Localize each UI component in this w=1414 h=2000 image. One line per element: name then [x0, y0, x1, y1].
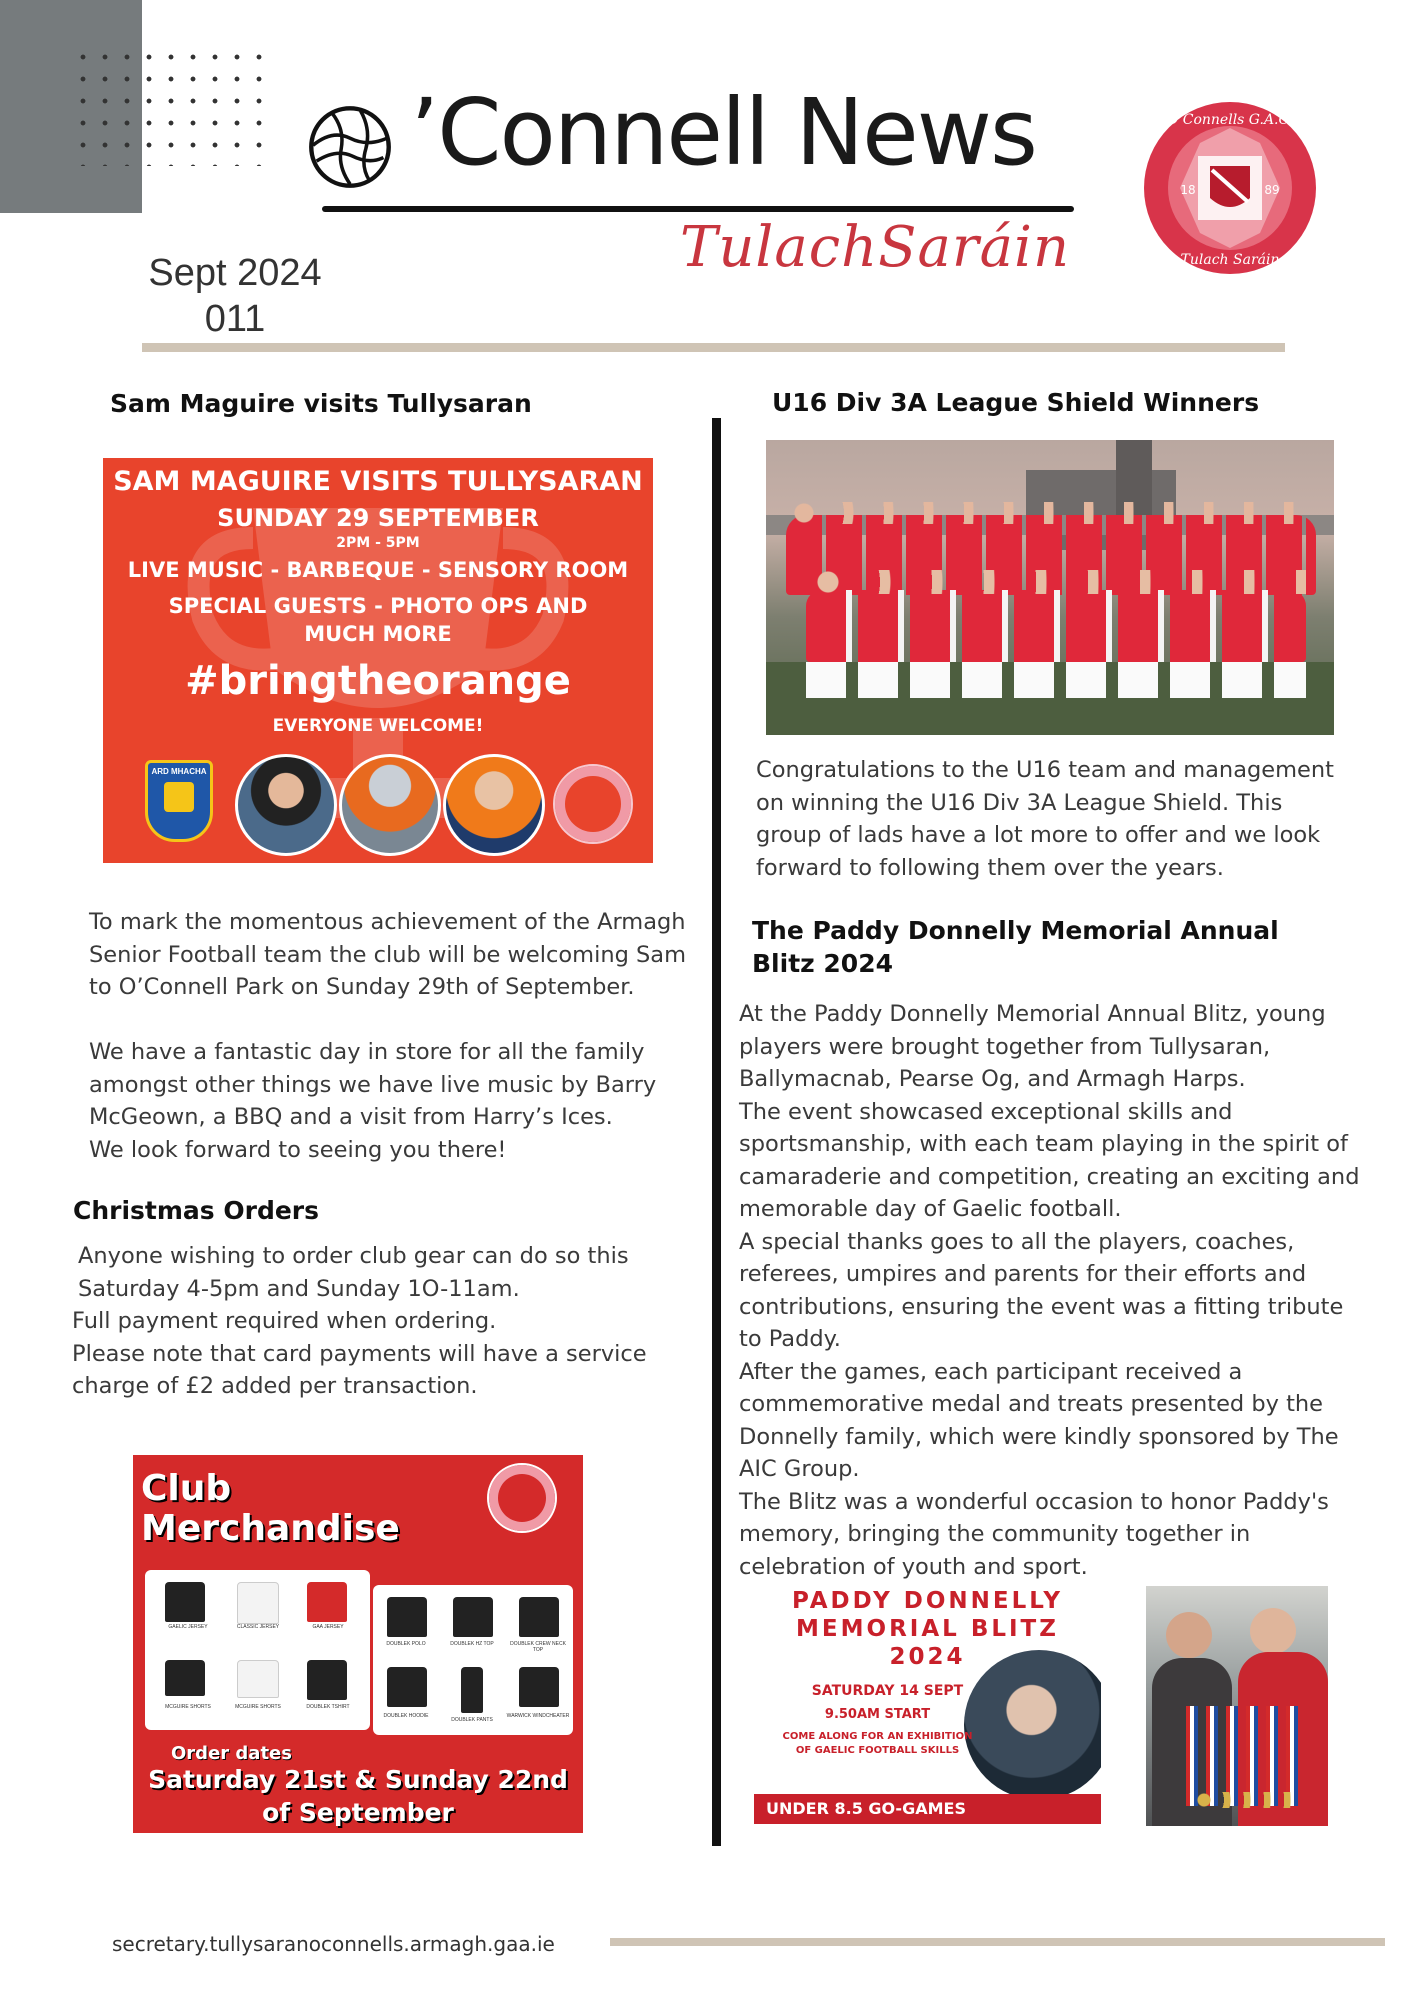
poster-line-welcome: EVERYONE WELCOME! — [272, 716, 484, 736]
merch-order-line-2: of September — [262, 1798, 454, 1827]
u16-heading: U16 Div 3A League Shield Winners — [772, 388, 1260, 417]
christmas-line-1: Anyone wishing to order club gear can do so this Saturday 4-5pm and Sunday 1O-11am. — [78, 1243, 629, 1302]
half-zip-icon — [453, 1597, 493, 1637]
blitz-paragraph-5: The Blitz was a wonderful occasion to honor Paddy's memory, bringing the community together in celebration of youth and sport. — [739, 1488, 1329, 1580]
merch-item-label: DOUBLEK HOODIE — [383, 1713, 429, 1719]
medal-ribbons — [1186, 1706, 1306, 1806]
armagh-crest-icon — [145, 760, 213, 842]
blitz-paragraph-3: A special thanks goes to all the players, coaches, referees, umpires and parents for their efforts and contributions, ensuring the event was a fitting tribute to Paddy. — [739, 1228, 1344, 1352]
paddy-portrait — [964, 1650, 1101, 1800]
merch-crest-icon — [489, 1465, 555, 1531]
gaa-jersey-icon — [307, 1582, 347, 1622]
armagh-badge-text: ARD MHACHA — [151, 767, 207, 776]
merch-item-label: DOUBLEK HZ TOP — [450, 1641, 494, 1647]
christmas-heading: Christmas Orders — [73, 1196, 320, 1225]
merch-item-label: DOUBLEK POLO — [386, 1641, 426, 1647]
blitz-paragraph-2: The event showcased exceptional skills and sportsmanship, with each team playing in the spirit of camaraderie and competition, creating an exciting and memorable day of Gaelic football. — [739, 1098, 1360, 1222]
classic-jersey-icon — [237, 1582, 279, 1624]
merch-title-line-2: Merchandise — [141, 1508, 400, 1549]
u16-text: Congratulations to the U16 team and management on winning the U16 Div 3A League Shield. This group of lads have a lot more to offer and we look forward to following them over the years. — [756, 757, 1334, 881]
windcheater-icon — [519, 1667, 559, 1707]
polo-icon — [387, 1597, 427, 1637]
footer-rule — [610, 1938, 1385, 1946]
blitz-poster-banner: UNDER 8.5 GO-GAMES — [754, 1794, 1101, 1824]
club-crest-small-icon — [553, 764, 633, 844]
poster-line-time: 2PM - 5PM — [336, 535, 420, 551]
blitz-paragraph-1: At the Paddy Donnelly Memorial Annual Blitz, young players were brought together from Tullysaran, Ballymacnab, Pearse Og, and Armagh Harps. — [739, 1001, 1326, 1092]
issue-date: Sept 2024 — [148, 252, 322, 294]
crew-neck-icon — [519, 1597, 559, 1637]
blitz-poster-line-4: SATURDAY 14 SEPT — [811, 1683, 964, 1699]
players-front-row — [806, 590, 1306, 662]
merch-item-label: DOUBLEK PANTS — [451, 1717, 493, 1723]
blitz-poster-line-1: PADDY DONNELLY — [792, 1588, 1063, 1614]
christmas-line-2: Full payment required when ordering. — [72, 1308, 497, 1334]
pants-icon — [461, 1667, 483, 1713]
blitz-paragraph-4: After the games, each participant received a commemorative medal and treats presented by the Donnelly family, which were kindly sponsored by The AIC Group. — [739, 1358, 1339, 1482]
player-portrait — [443, 754, 545, 856]
poster-hashtag: #bringtheorange — [185, 658, 571, 704]
paddy-donnelly-poster — [754, 1580, 1101, 1828]
players-shorts — [806, 662, 1306, 698]
christmas-article — [72, 1240, 697, 1403]
person-2-head — [1250, 1608, 1296, 1654]
issue-number: 011 — [204, 298, 266, 340]
merch-title-line-1: Club — [141, 1468, 232, 1509]
gaelic-jersey-icon — [165, 1582, 205, 1622]
merch-order-label: Order dates — [171, 1743, 292, 1764]
football-icon — [306, 103, 394, 191]
manager-portrait — [235, 754, 337, 856]
christmas-line-3: Please note that card payments will have a service charge of £2 added per transaction. — [72, 1340, 647, 1399]
poster-line-title: SAM MAGUIRE VISITS TULLYSARAN — [113, 466, 643, 497]
poster-line-activities: LIVE MUSIC - BARBEQUE - SENSORY ROOM — [127, 558, 629, 582]
merch-item-label: DOUBLEK TSHIRT — [306, 1704, 350, 1710]
footer-email: secretary.tullysaranoconnells.armagh.gaa.ie — [112, 1932, 555, 1956]
u16-team-photo — [766, 440, 1334, 735]
medals-photo — [1146, 1586, 1328, 1826]
column-divider — [712, 418, 721, 1846]
shorts-icon — [165, 1660, 205, 1696]
blitz-poster-line-7: OF GAELIC FOOTBALL SKILLS — [795, 1745, 960, 1756]
tshirt-icon — [307, 1660, 347, 1700]
hoodie-icon — [387, 1667, 427, 1707]
crest-text-top: O Connells G.A.C. — [1166, 112, 1294, 128]
masthead — [300, 79, 1100, 205]
merch-item-label: DOUBLEK CREW NECK TOP — [510, 1641, 566, 1653]
blitz-article — [739, 998, 1364, 1583]
players-front-heads — [806, 570, 1306, 594]
merch-title — [141, 1469, 400, 1549]
sam-heading: Sam Maguire visits Tullysaran — [110, 389, 532, 418]
poster-line-guests: SPECIAL GUESTS - PHOTO OPS AND — [168, 594, 588, 618]
merch-order-line-1: Saturday 21st & Sunday 22nd — [148, 1765, 568, 1794]
sam-paragraph-2: We have a fantastic day in store for all the family amongst other things we have live music by Barry McGeown, a BBQ and a visit from Harry’s Ices. — [89, 1039, 657, 1130]
white-shorts-icon — [237, 1660, 279, 1698]
merch-item-label: GAELIC JERSEY — [168, 1624, 208, 1630]
crest-year-left: 18 — [1180, 183, 1196, 197]
medals — [1196, 1792, 1296, 1808]
blitz-heading: The Paddy Donnelly Memorial Annual Blitz 2024 — [752, 916, 1279, 978]
merch-item-label: MCGUIRE SHORTS — [165, 1704, 211, 1710]
blitz-poster-line-6: COME ALONG FOR AN EXHIBITION — [782, 1731, 973, 1742]
person-1-head — [1166, 1612, 1212, 1658]
crest-text-bottom: Tulach Saráin — [1180, 252, 1280, 268]
script-subtitle: TulachSaráin — [680, 215, 1071, 280]
sam-maguire-poster — [103, 458, 653, 863]
merch-item-label: WARWICK WINDCHEATER — [506, 1713, 570, 1719]
players-back-heads — [786, 502, 1316, 524]
blitz-poster-line-3: 2024 — [889, 1644, 966, 1670]
crest-year-right: 89 — [1264, 183, 1280, 197]
title-underline — [322, 206, 1074, 212]
newsletter-title: ’Connell News — [410, 79, 1036, 186]
blitz-poster-line-2: MEMORIAL BLITZ — [796, 1616, 1059, 1642]
poster-line-date: SUNDAY 29 SEPTEMBER — [217, 504, 539, 532]
club-merchandise-poster — [133, 1455, 583, 1833]
poster-line-more: MUCH MORE — [304, 622, 452, 646]
merch-panel-right — [373, 1585, 573, 1735]
merch-item-label: GAA JERSEY — [312, 1624, 344, 1630]
decorative-dot-grid — [72, 46, 264, 166]
club-crest-icon — [1140, 98, 1320, 278]
trophy-lift-portrait — [339, 754, 441, 856]
sam-paragraph-3: We look forward to seeing you there! — [89, 1136, 507, 1163]
masthead-rule — [142, 343, 1285, 352]
merch-panel-left — [145, 1570, 370, 1730]
sam-paragraph-1: To mark the momentous achievement of the Armagh Senior Football team the club will be welcoming Sam to O’Connell Park on Sunday 29th of September. — [89, 909, 687, 1000]
sam-article — [89, 906, 689, 1166]
blitz-poster-line-5: 9.50AM START — [824, 1707, 931, 1722]
issue-info — [145, 250, 325, 342]
merch-item-label: MCGUIRE SHORTS — [235, 1704, 281, 1710]
merch-item-label: CLASSIC JERSEY — [236, 1624, 280, 1630]
